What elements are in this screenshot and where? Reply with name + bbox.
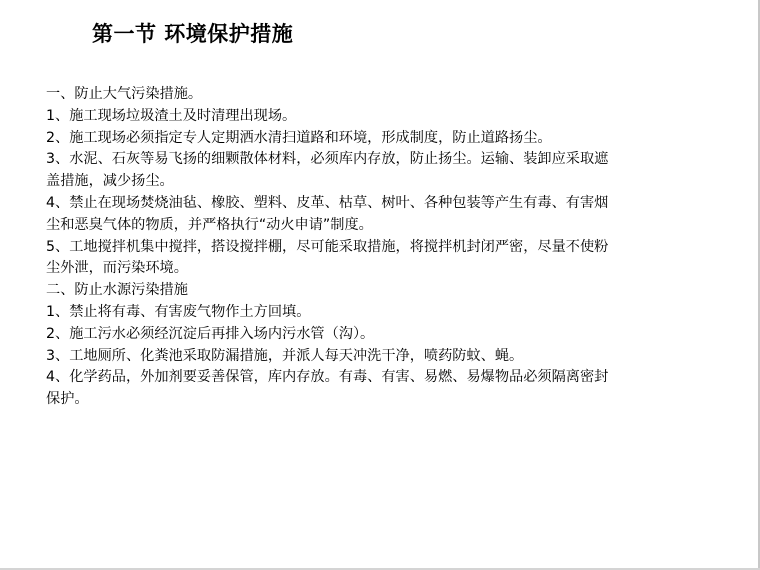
air-item-4-line-2: 尘和恶臭气体的物质，并严格执行“动火申请”制度。 <box>46 216 373 233</box>
section-heading-water: 二、防止水源污染措施 <box>46 282 188 299</box>
air-item-3-line-1: 3、水泥、石灰等易飞扬的细颗散体材料，必须库内存放，防止扬尘。运输、装卸应采取遮 <box>46 151 609 168</box>
water-item-4-line-1: 4、化学药品，外加剂要妥善保管，库内存放。有毒、有害、易燃、易爆物品必须隔离密封 <box>46 369 609 386</box>
air-item-5-line-2: 尘外泄，而污染环境。 <box>46 260 188 277</box>
air-item-3-line-2: 盖措施，减少扬尘。 <box>46 173 174 190</box>
air-item-5-line-1: 5、工地搅拌机集中搅拌，搭设搅拌棚，尽可能采取措施，将搅拌机封闭严密，尽量不使粉 <box>46 238 609 255</box>
section-heading-air: 一、防止大气污染措施。 <box>46 86 203 102</box>
air-item-4-line-1: 4、禁止在现场焚烧油毡、橡胶、塑料、皮革、枯草、树叶、各种包装等产生有毒、有害烟 <box>46 194 609 211</box>
page-title: 第一节 环境保护措施 <box>92 22 294 46</box>
water-item-3: 3、工地厕所、化粪池采取防漏措施，并派人每天冲洗干净，喷药防蚊、蝇。 <box>46 347 524 364</box>
air-item-2: 2、施工现场必须指定专人定期洒水清扫道路和环境，形成制度，防止道路扬尘。 <box>46 129 552 146</box>
document-body <box>46 84 678 411</box>
water-item-1: 1、禁止将有毒、有害废气物作土方回填。 <box>46 303 311 320</box>
water-item-2: 2、施工污水必须经沉淀后再排入场内污水管（沟）。 <box>46 325 375 342</box>
air-item-1: 1、施工现场垃圾渣土及时清理出现场。 <box>46 107 297 124</box>
water-item-4-line-2: 保护。 <box>46 391 89 408</box>
